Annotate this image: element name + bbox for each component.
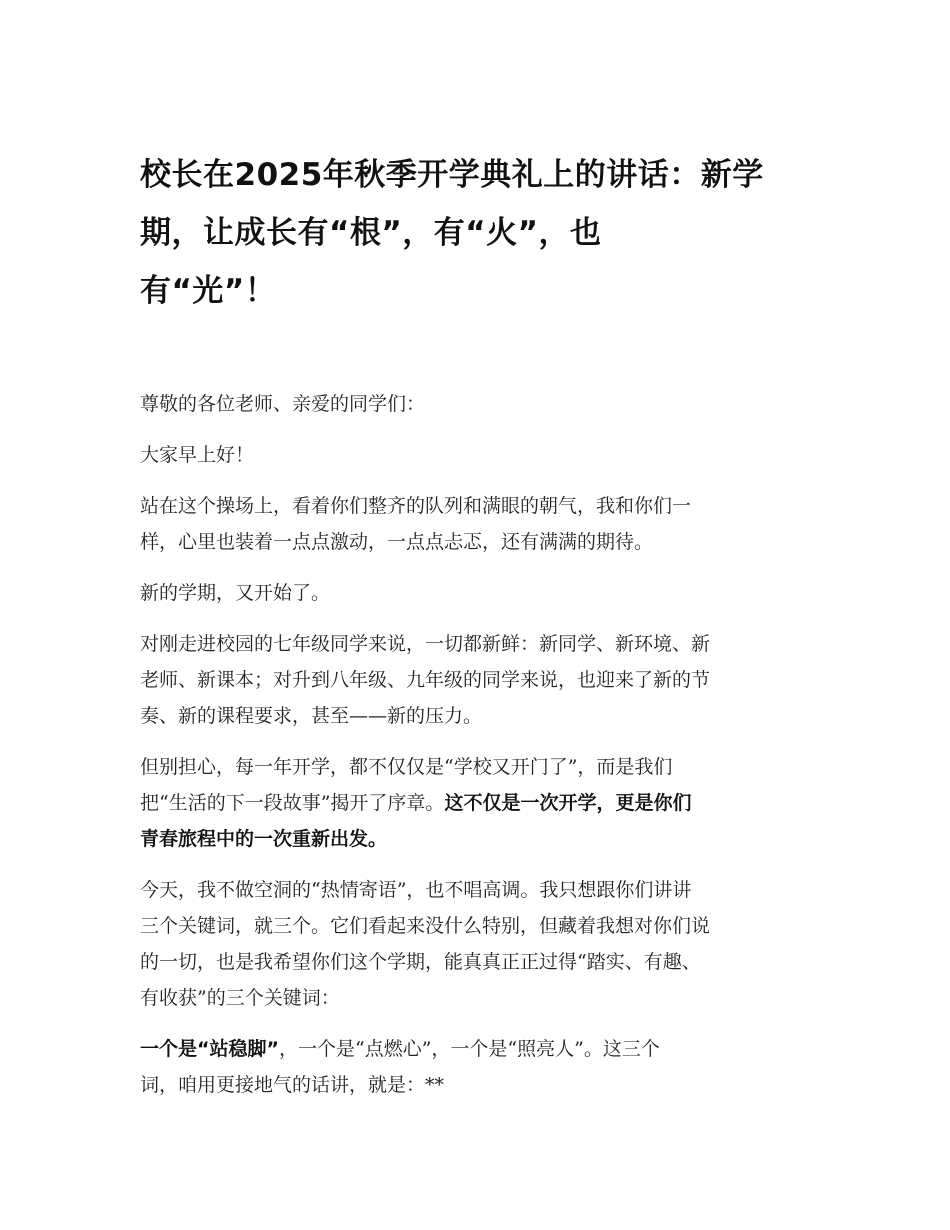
text-segment: 新的学期，又开始了。 <box>140 582 331 604</box>
paragraph-line <box>140 1067 800 1103</box>
paragraph <box>140 386 800 422</box>
paragraph-line <box>140 386 800 422</box>
text-segment: ，一个是“点燃心”，一个是“照亮人”。这三个 <box>278 1038 660 1060</box>
bold-text: 青春旅程中的一次重新出发。 <box>140 828 388 850</box>
paragraph-line <box>140 908 800 944</box>
document-body <box>140 386 800 1118</box>
paragraph-line <box>140 980 800 1016</box>
text-segment: 尊敬的各位老师、亲爱的同学们： <box>140 393 426 415</box>
paragraph-line <box>140 944 800 980</box>
paragraph-line <box>140 662 800 698</box>
paragraph-line <box>140 437 800 473</box>
text-segment: 对刚走进校园的七年级同学来说，一切都新鲜：新同学、新环境、新 <box>140 633 711 655</box>
paragraph <box>140 626 800 734</box>
text-segment: 有收获”的三个关键词： <box>140 987 340 1009</box>
paragraph-line <box>140 749 800 785</box>
title-line: 校长在2025年秋季开学典礼上的讲话：新学 <box>140 157 764 193</box>
paragraph <box>140 1031 800 1103</box>
paragraph-line <box>140 785 800 821</box>
bold-text: 一个是“站稳脚” <box>140 1038 279 1060</box>
paragraph-line <box>140 488 800 524</box>
paragraph-line <box>140 575 800 611</box>
text-segment: 样，心里也装着一点点激动，一点点忐忑，还有满满的期待。 <box>140 531 654 553</box>
paragraph-line <box>140 1031 800 1067</box>
text-segment: 把“生活的下一段故事”揭开了序章。 <box>140 792 445 814</box>
paragraph-line <box>140 821 800 857</box>
paragraph <box>140 488 800 560</box>
document-title <box>140 146 805 320</box>
text-segment: 但别担心，每一年开学，都不仅仅是“学校又开门了”，而是我们 <box>140 756 673 778</box>
paragraph <box>140 749 800 857</box>
title-line: 期，让成长有“根”，有“火”，也 <box>140 215 602 251</box>
paragraph-line <box>140 698 800 734</box>
paragraph-line <box>140 524 800 560</box>
text-segment: 奏、新的课程要求，甚至——新的压力。 <box>140 705 483 727</box>
paragraph <box>140 872 800 1016</box>
title-line: 有“光”！ <box>140 273 277 309</box>
text-segment: 老师、新课本；对升到八年级、九年级的同学来说，也迎来了新的节 <box>140 669 711 691</box>
text-segment: 今天，我不做空洞的“热情寄语”，也不唱高调。我只想跟你们讲讲 <box>140 879 692 901</box>
paragraph-line <box>140 626 800 662</box>
paragraph <box>140 575 800 611</box>
text-segment: 大家早上好！ <box>140 444 255 466</box>
text-segment: 词，咱用更接地气的话讲，就是：** <box>140 1074 445 1096</box>
text-segment: 的一切，也是我希望你们这个学期，能真真正正过得“踏实、有趣、 <box>140 951 701 973</box>
paragraph-line <box>140 872 800 908</box>
text-segment: 三个关键词，就三个。它们看起来没什么特别，但藏着我想对你们说 <box>140 915 711 937</box>
text-segment: 站在这个操场上，看着你们整齐的队列和满眼的朝气，我和你们一 <box>140 495 692 517</box>
bold-text: 这不仅是一次开学，更是你们 <box>444 792 692 814</box>
paragraph <box>140 437 800 473</box>
